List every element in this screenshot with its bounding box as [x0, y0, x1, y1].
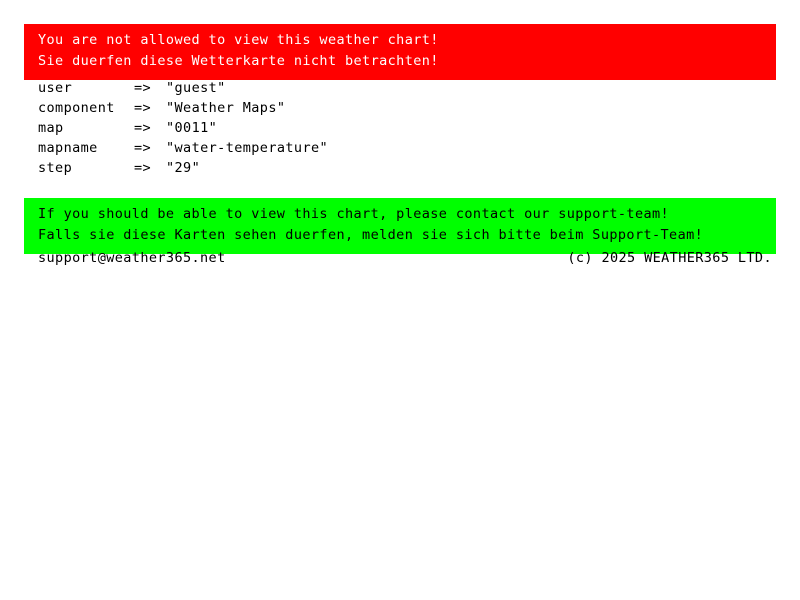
parameter-key: user	[38, 80, 73, 96]
copyright-text: (c) 2025 WEATHER365 LTD.	[567, 250, 772, 266]
parameter-row	[38, 98, 328, 118]
parameter-value: "0011"	[166, 120, 218, 136]
parameter-value: "29"	[166, 160, 201, 176]
parameter-key: component	[38, 100, 115, 116]
parameter-row	[38, 158, 328, 178]
parameter-arrow: =>	[134, 80, 152, 96]
parameter-arrow: =>	[134, 120, 152, 136]
parameter-row	[38, 118, 328, 138]
parameter-value: "water-temperature"	[166, 140, 329, 156]
error-banner-line-de: Sie duerfen diese Wetterkarte nicht betrachten!	[38, 53, 439, 69]
parameter-row	[38, 78, 328, 98]
parameter-key: map	[38, 120, 64, 136]
error-banner	[24, 24, 776, 80]
parameter-value: "Weather Maps"	[166, 100, 286, 116]
info-banner-line-de: Falls sie diese Karten sehen duerfen, melden sie sich bitte beim Support-Team!	[38, 227, 704, 243]
parameter-arrow: =>	[134, 160, 152, 176]
info-banner-line-en: If you should be able to view this chart, please contact our support-team!	[38, 206, 670, 222]
info-banner	[24, 198, 776, 254]
error-banner-line-en: You are not allowed to view this weather chart!	[38, 32, 439, 48]
parameter-row	[38, 138, 328, 158]
parameter-key: step	[38, 160, 73, 176]
parameter-list	[38, 78, 328, 178]
footer	[38, 250, 772, 266]
parameter-key: mapname	[38, 140, 98, 156]
parameter-value: "guest"	[166, 80, 226, 96]
parameter-arrow: =>	[134, 100, 152, 116]
support-email-link[interactable]: support@weather365.net	[38, 250, 226, 266]
parameter-arrow: =>	[134, 140, 152, 156]
